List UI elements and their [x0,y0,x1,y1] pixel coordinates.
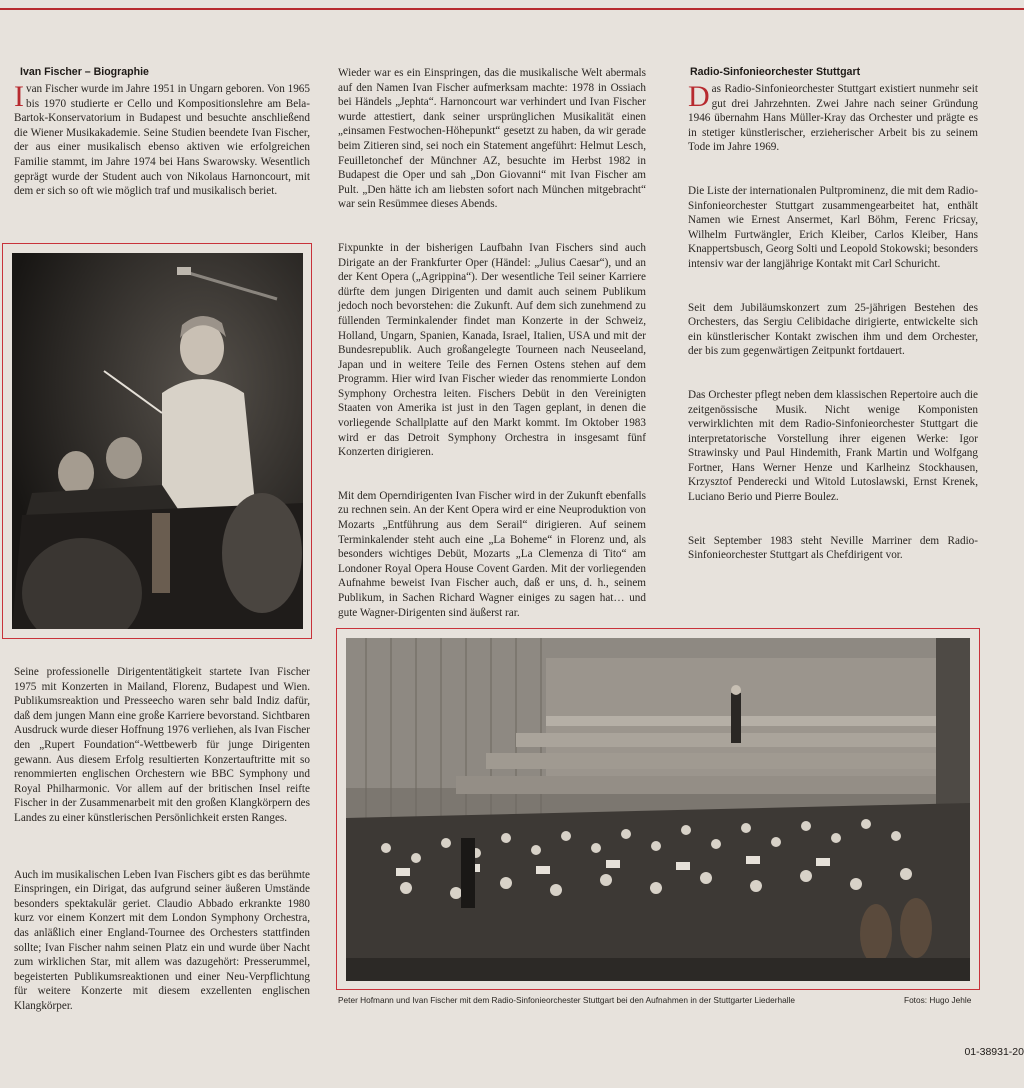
conductor-photo-image [12,253,303,629]
orchestra-paragraph-1: Das Radio-Sinfonieorchester Stuttgart existiert nunmehr seit gut drei Jahrzehnten. Zwei Jahre nach seiner Gründung 1946 übernahm Hans Müller-Kray das Orchester und prägte es in stetiger künstlerischer, erzieherischer Arbeit bis zu seinem Tode im Jahre 1969. [688,80,978,154]
photo-credit: Fotos: Hugo Jehle [904,995,972,1005]
top-rule [0,8,1024,10]
career-paragraph-3: Mit dem Operndirigenten Ivan Fischer wird in der Zukunft ebenfalls zu rechnen sein. An der Kent Opera wird er eine Neuproduktion von Mozarts „Entführung aus dem Serail“ dirigieren. Auf seinem Terminkalender steht auch eine „La Boheme“ in Florenz und, als besonders wichtiges Debüt, Mozarts „La Clemenza di Tito“ am Londoner Royal Opera House Covent Garden. Mit der vorliegenden Aufnahme beweist Ivan Fischer auch, daß er uns, d. h., seinem Publikum, in Sachen Richard Wagner einiges zu sagen hat… und gute Wagner-Dirigenten sind äußerst rar. [338,489,646,619]
orchestra-heading: Radio-Sinfonieorchester Stuttgart [690,66,861,78]
orchestra-photo [346,638,970,981]
biography-paragraph-3: Auch im musikalischen Leben Ivan Fischers gibt es das berühmte Einspringen, ein Dirigat, das aufgrund seiner äußeren Umstände besonders spektakulär geriet. Claudio Abbado erkrankte 1980 kurz vor einem Konzert mit dem London Symphony Orchestra, das anläßlich einer England-Tournee des Orchesters stattfinden sollte; Ivan Fischer nahm seinen Platz ein und wurde über Nacht zum wirklichen Star, mit allem was dazugehört: Presserummel, begeisterten Publikumsreaktionen und einer Neu-Verpflichtung für weitere Konzerte mit diesem exzellenten englischen Klangkörper. [14,868,310,1012]
conductor-photo [12,253,303,629]
biography-heading: Ivan Fischer – Biographie [20,66,149,78]
career-paragraph-2: Fixpunkte in der bisherigen Laufbahn Ivan Fischers sind auch Dirigate an der Frankfurter Oper (Händel: „Julius Caesar“), und an der Kent Opera („Agrippina“). Der wesentliche Teil seiner Karriere dürfte dem jungen Dirigenten und damit auch seinem Publikum jedoch noch bevorstehen: die Zukunft. Auf dem sich zunehmend zu füllenden Terminkalender findet man Konzerte in der Schweiz, Holland, Ungarn, Spanien, Kanada, Israel, Italien, USA und mit der Bundesrepublik. Auch großangelegte Tourneen nach Neuseeland, Japan und in weitere Teile des Fernen Ostens stehen auf dem Programm. Hier wird Ivan Fischer wieder das renommierte London Symphony Orchestra leiten. Fischers Debüt in den Vereinigten Staaten von Amerika ist just in den Tagen geplant, in denen die vorliegende Schallplatte auf den Markt kommt. Im Oktober 1983 wird er das Detroit Symphony Orchestra in insgesamt fünf Konzerten dirigieren. [338,241,646,459]
biography-column-bottom [14,665,310,1043]
photo-caption: Peter Hofmann und Ivan Fischer mit dem Radio-Sinfonieorchester Stuttgart bei den Aufnahmen in der Stuttgarter Liederhalle [338,995,796,1005]
orchestra-column [688,82,978,593]
orchestra-paragraph-3: Seit dem Jubiläumskonzert zum 25-jährigen Bestehen des Orchesters, das Sergiu Celibidache dirigierte, entwickelte sich ein künstlerischer Kontakt zwischen ihm und dem Orchester, der bis zum gegenwärtigen Zeitpunkt fortdauert. [688,301,978,358]
orchestra-paragraph-4: Das Orchester pflegt neben dem klassischen Repertoire auch die zeitgenössische Musik. Nicht wenige Komponisten verwirklichten mit dem Radio-Sinfonieorchester Stuttgart die interpretatorische Vorstellung ihrer eigenen Werke: Igor Strawinsky und Paul Hindemith, Frank Martin und Wolfgang Fortner, Hans Werner Henze und Karlheinz Stockhausen, Krzysztof Penderecki und Witold Lutoslawski, Ernst Krenek, Luciano Berio und Pierre Boulez. [688,388,978,504]
biography-column-top [14,82,310,229]
dropcap-d: D [688,80,710,113]
orchestra-paragraph-5: Seit September 1983 steht Neville Marriner dem Radio-Sinfonieorchester Stuttgart als Chefdirigent vor. [688,534,978,562]
biography-paragraph-2: Seine professionelle Dirigententätigkeit startete Ivan Fischer 1975 mit Konzerten in Mailand, Florenz, Budapest und Wien. Publikumsreaktion und Presseecho waren sehr bald Indiz dafür, daß dem jungen Mann eine große Karriere bevorstand. Sichtbaren Ausdruck wurde dieser Hoffnung 1976 verliehen, als Ivan Fischer den „Rupert Foundation“-Wettbewerb für junge Dirigenten gewann. Aus diesem Erfolg resultierten Konzertauftritte mit so renommierten englischen Orchestern wie BBC Symphony und Royal Philharmonic. Vor allem auf der britischen Insel reifte Fischer in der Zusammenarbeit mit den großen Klangkörpern des Landes zu einer künstlerischen Persönlichkeit ersten Ranges. [14,666,310,824]
catalog-number: 01-38931-20 [964,1046,1024,1058]
career-column [338,66,646,650]
conductor-photo-frame [2,243,312,639]
career-paragraph-1: Wieder war es ein Einspringen, das die musikalische Welt abermals auf den Namen Ivan Fischer aufmerksam machte: 1978 in Ossiach bei Händels „Jephta“. Harnoncourt war verhindert und Ivan Fischer wurde attestiert, dank seiner ursprünglichen Musikalität einen „einsamen Festwochen-Höhepunkt“ gesetzt zu haben, da wir gerade beim Zitieren sind, sei noch ein Statement angeführt: Helmut Lesch, Feuilletonchef der Münchner AZ, besuchte im Herbst 1982 in Budapest die Oper und sah „Don Giovanni“ mit Ivan Fischer am Pult. „Den hätte ich am liebsten sofort nach München mitgebracht“ war sein Resümmee dieses Abends. [338,67,646,211]
orchestra-photo-image [346,638,970,981]
biography-paragraph-1: Ivan Fischer wurde im Jahre 1951 in Ungarn geboren. Von 1965 bis 1970 studierte er Cello und Kompositionslehre am Bela-Bartok-Konservatorium in Budapest und besuchte anschließend die Wiener Musikakademie. Seine Studien beendete Ivan Fischer, der aus einer musikalisch ebenso aktiven wie erfolgreichen Familie stammt, im Jahre 1974 bei Hans Swarowsky. Wesentlich geprägt wurde der Student auch von Nikolaus Harnoncourt, mit dem er sich so oft wie möglich traf und musikalisch beriet. [14,80,310,198]
orchestra-photo-frame [336,628,980,990]
dropcap-i: I [14,80,24,113]
orchestra-paragraph-2: Die Liste der internationalen Pultprominenz, die mit dem Radio-Sinfonieorchester Stuttgart zusammengearbeitet hat, enthält Namen wie Ernest Ansermet, Karl Böhm, Ferenc Fricsay, Wilhelm Furtwängler, Erich Kleiber, Carlos Kleiber, Hans Knappertsbusch, Georg Solti und Leopold Stokowski; besonders intensiv war der langjährige Kontakt mit Carl Schuricht. [688,184,978,270]
